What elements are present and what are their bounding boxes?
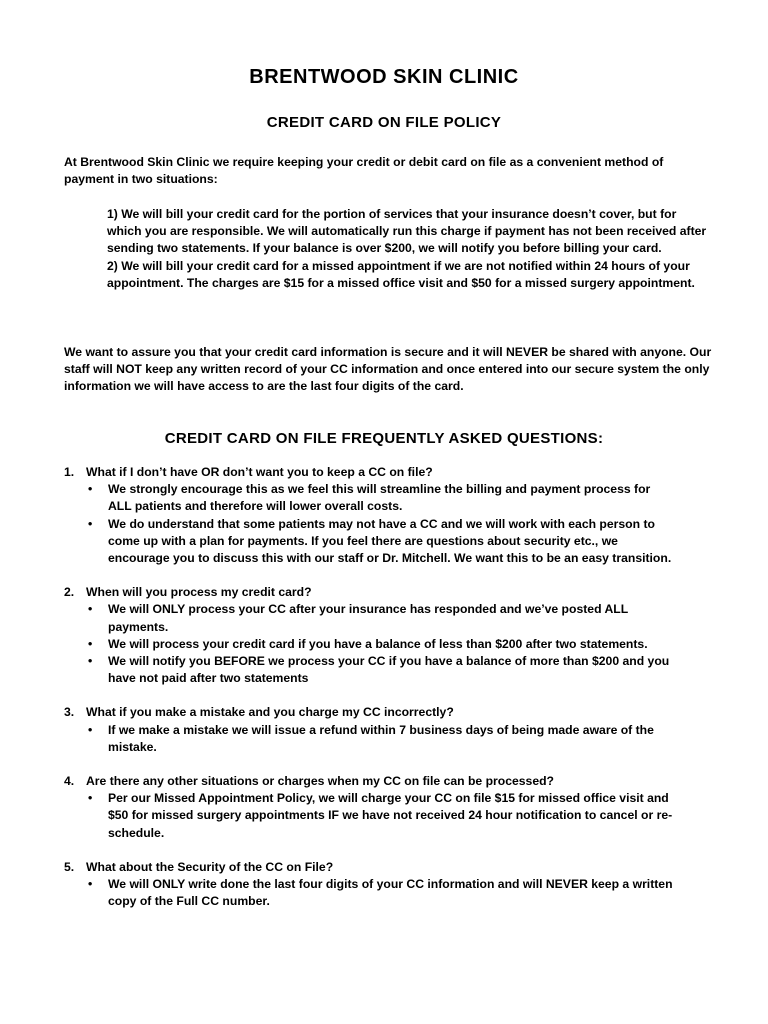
faq-question: What about the Security of the CC on File? — [86, 859, 334, 874]
faq-answer — [86, 876, 714, 910]
faq-number: 2. — [64, 585, 75, 600]
faq-item-4 — [64, 773, 714, 842]
faq-list — [64, 464, 714, 927]
bullet-icon: • — [88, 516, 93, 531]
faq-item-2 — [64, 584, 714, 687]
clinic-title: BRENTWOOD SKIN CLINIC — [249, 66, 519, 88]
faq-answer — [86, 722, 714, 756]
faq-answer-text: If we make a mistake we will issue a refund within 7 business days of being made aware of the mistake. — [108, 722, 654, 754]
faq-question: What if you make a mistake and you charge my CC incorrectly? — [86, 705, 454, 720]
faq-number: 1. — [64, 465, 75, 479]
faq-answer — [86, 516, 714, 568]
policy-title: CREDIT CARD ON FILE POLICY — [266, 114, 502, 131]
security-assurance-paragraph: We want to assure you that your credit card information is secure and it will NEVER be shared with anyone. Our staff will NOT keep any written record of your CC information and once entered into our secure system the only information we will have access to are the last four digits of the card. — [64, 345, 712, 394]
faq-answer — [86, 653, 714, 687]
policy-case-1: 1) We will bill your credit card for the portion of services that your insurance doesn’t cover, but for which you are responsible. We will automatically run this charge if payment has not been received after sending two statements. If your balance is over $200, we will notify you before billing your card. — [107, 207, 707, 256]
faq-item-3 — [64, 704, 714, 756]
faq-answer — [86, 636, 714, 653]
faq-answer-text: Per our Missed Appointment Policy, we will charge your CC on file $15 for missed office visit and $50 for missed surgery appointments IF we have not received 24 hour notification to cancel or re-schedule. — [108, 791, 673, 840]
faq-answer — [86, 790, 714, 842]
faq-number: 3. — [64, 705, 75, 720]
bullet-icon: • — [88, 791, 93, 806]
faq-answer — [86, 601, 714, 635]
bullet-icon: • — [88, 602, 93, 617]
faq-question: Are there any other situations or charges when my CC on file can be processed? — [86, 774, 554, 789]
faq-number: 4. — [64, 774, 75, 789]
policy-intro-paragraph: At Brentwood Skin Clinic we require keeping your credit or debit card on file as a convenient method of payment in two situations: — [64, 155, 664, 187]
bullet-icon: • — [88, 636, 93, 651]
faq-answer-text: We strongly encourage this as we feel this will streamline the billing and payment process for ALL patients and therefore will lower overall costs. — [108, 482, 651, 514]
bullet-icon: • — [88, 722, 93, 737]
faq-number: 5. — [64, 859, 75, 874]
faq-answer-text: We will process your credit card if you have a balance of less than $200 after two statements. — [108, 636, 648, 651]
faq-question: What if I don’t have OR don’t want you to keep a CC on file? — [86, 465, 433, 479]
faq-answer-text: We will ONLY write done the last four digits of your CC information and will NEVER keep a written copy of the Full CC number. — [108, 877, 673, 909]
bullet-icon: • — [88, 654, 93, 669]
faq-answer-text: We will notify you BEFORE we process your CC if you have a balance of more than $200 and you have not paid after two statements — [108, 654, 670, 686]
bullet-icon: • — [88, 877, 93, 892]
faq-answer-text: We do understand that some patients may not have a CC and we will work with each person to come up with a plan for payments. If you feel there are questions about security etc., we encourage you to discuss this with our staff or Dr. Mitchell. We want this to be an easy transition. — [108, 516, 672, 566]
faq-item-1 — [64, 464, 714, 567]
policy-cases — [107, 206, 707, 292]
faq-answer-text: We will ONLY process your CC after your insurance has responded and we’ve posted ALL payments. — [108, 602, 628, 634]
bullet-icon: • — [88, 482, 93, 497]
faq-heading: CREDIT CARD ON FILE FREQUENTLY ASKED QUESTIONS: — [164, 430, 604, 447]
faq-question: When will you process my credit card? — [86, 585, 312, 600]
faq-item-5 — [64, 859, 714, 911]
faq-answer — [86, 481, 714, 515]
policy-case-2: 2) We will bill your credit card for a missed appointment if we are not notified within 24 hours of your appointment. The charges are $15 for a missed office visit and $50 for a missed surgery appointment. — [107, 258, 695, 290]
